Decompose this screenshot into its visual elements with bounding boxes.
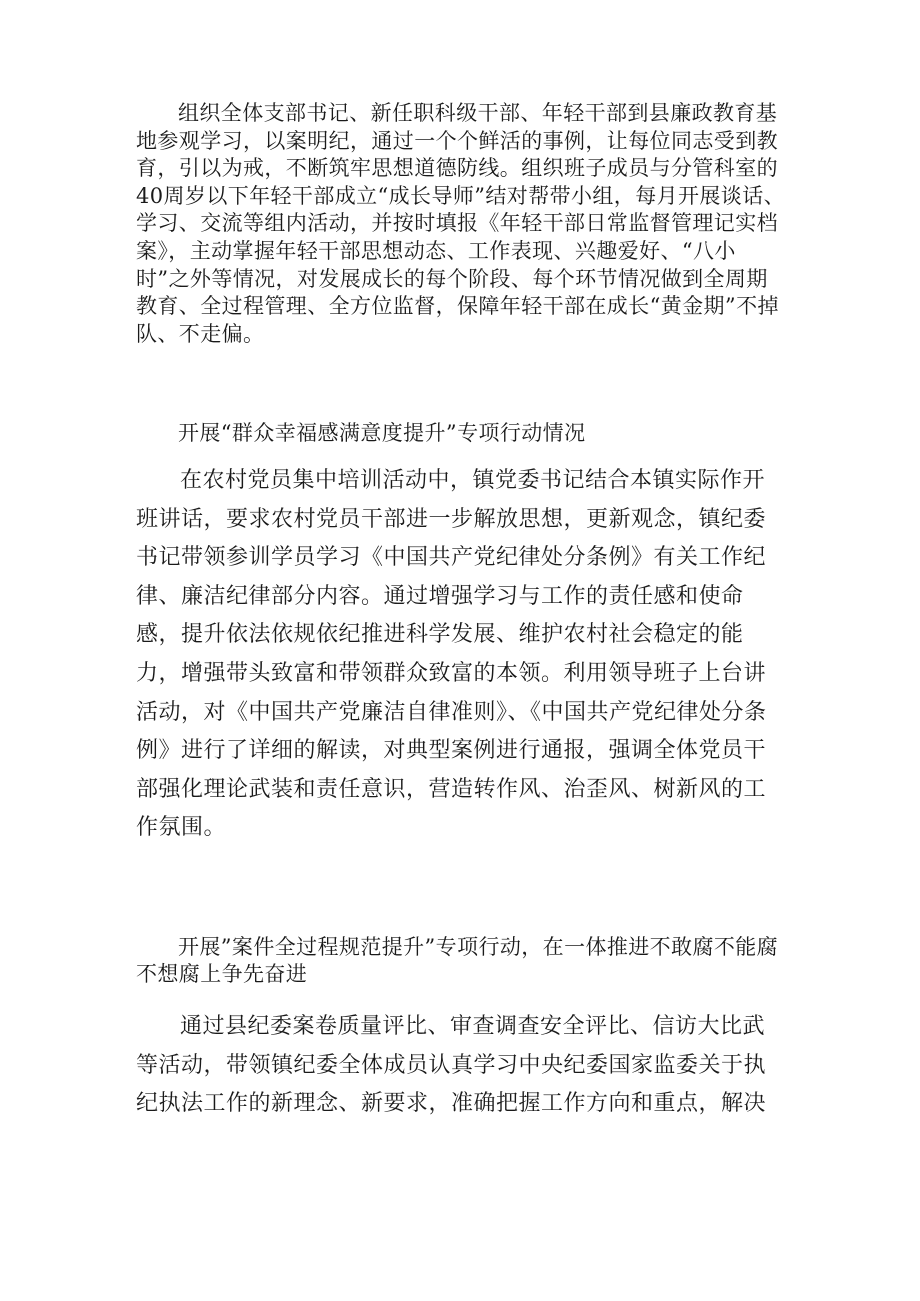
section-heading: 开展“群众幸福感满意度提升”专项行动情况: [178, 421, 586, 445]
section-heading: 开展”案件全过程规范提升”专项行动，在一体推进不敢腐不能腐不想腐上争先奋进: [136, 935, 779, 986]
body-paragraph: 在农村党员集中培训活动中，镇党委书记结合本镇实际作开班讲话，要求农村党员干部进一步解放思想，更新观念，镇纪委书记带领参训学员学习《中国共产党纪律处分条例》有关工作纪律、廉洁纪律部分内容。通过增强学习与工作的责任感和使命感，提升依法依规依纪推进科学发展、维护农村社会稳定的能力，增强带头致富和带领群众致富的本领。利用领导班子上台讲活动，对《中国共产党廉洁自律准则》、《中国共产党纪律处分条例》进行了详细的解读，对典型案例进行通报，强调全体党员干部强化理论武装和责任意识，营造转作风、治歪风、树新风的工作氛围。: [136, 468, 767, 841]
body-paragraph: 通过县纪委案卷质量评比、审查调查安全评比、信访大比武等活动，带领镇纪委全体成员认真学习中央纪委国家监委关于执纪执法工作的新理念、新要求，准确把握工作方向和重点，解决: [136, 1014, 767, 1117]
body-paragraph: 组织全体支部书记、新任职科级干部、年轻干部到县廉政教育基地参观学习，以案明纪，通过一个个鲜活的事例，让每位同志受到教育，引以为戒，不断筑牢思想道德防线。组织班子成员与分管科室的40周岁以下年轻干部成立“成长导师”结对帮带小组，每月开展谈话、学习、交流等组内活动，并按时填报《年轻干部日常监督管理记实档案》，主动掌握年轻干部思想动态、工作表现、兴趣爱好、“八小时”之外等情况，对发展成长的每个阶段、每个环节情况做到全周期教育、全过程管理、全方位监督，保障年轻干部在成长“黄金期”不掉队、不走偏。: [136, 101, 785, 346]
